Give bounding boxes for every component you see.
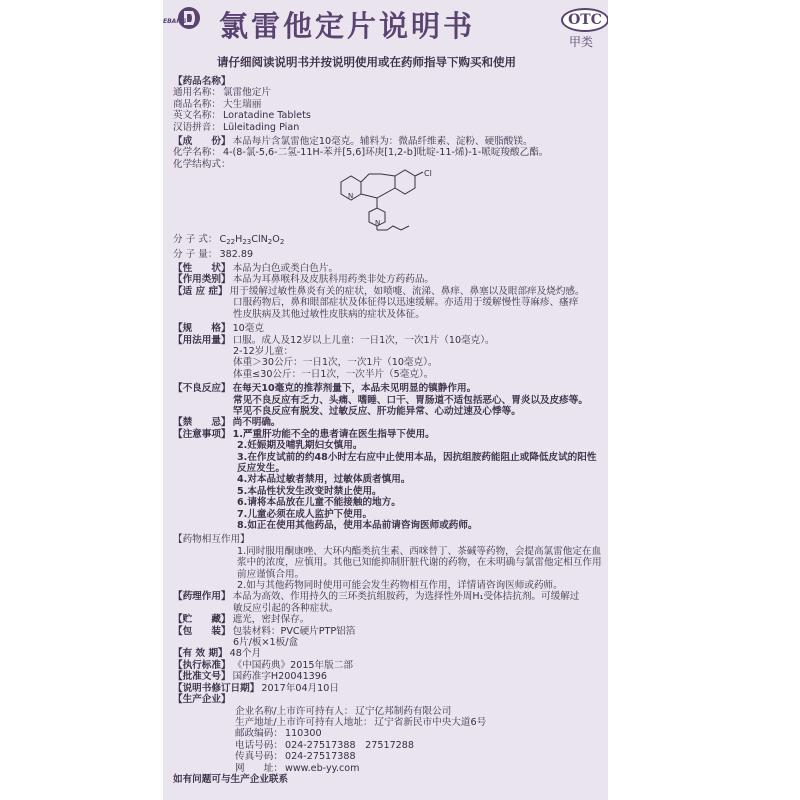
revision-row [173, 683, 603, 694]
chlorine-label: Cl [424, 169, 432, 179]
adverse-row-3 [173, 406, 603, 417]
molecular-weight: 382.89 [219, 248, 254, 260]
web-row [173, 763, 603, 774]
dosage-row [173, 335, 603, 346]
approval-text: 国药准字H20041396 [232, 671, 327, 683]
composition-row [173, 136, 603, 147]
field-label: 网 址： [235, 762, 283, 774]
manufacturer-name-row [173, 706, 603, 717]
properties-text: 本品为白色或类白色片。 [232, 263, 339, 275]
contraindication-row [173, 417, 603, 428]
spec-text: 10毫克 [232, 323, 264, 335]
section-label: 【规 格】 [173, 323, 231, 335]
pharmacology-line: 敏反应引起的各种症状。 [233, 602, 339, 614]
field-label: 邮政编码： [235, 728, 283, 740]
zip-row [173, 728, 603, 739]
molecular-formula: $C_{22}H_{23}ClN_2O_2$ [219, 234, 285, 247]
precaution-item: 3.在作皮试前的约48小时左右应中止使用本品，因抗组胺药能阻止或降低皮试的阳性反应发生。 [237, 451, 597, 474]
package-line: 6片/板×1板/盒 [233, 637, 299, 649]
adverse-row-2 [173, 395, 603, 406]
manufacturer-name: 辽宁亿邦制药有限公司 [355, 705, 452, 717]
field-label: 电话号码： [235, 739, 283, 751]
dosage-line: 口服。成人及12岁以上儿童：一日1次，一次1片（10毫克）。 [232, 334, 495, 346]
zip-code: 110300 [284, 728, 322, 740]
trade-name-row [173, 99, 603, 110]
revision-date: 2017年04月10日 [261, 682, 339, 694]
package-row-2 [173, 637, 603, 648]
chem-name: 4-(8-氯-5,6-二氢-11H-苯并[5,6]环庚[1,2-b]吡啶-11-烯)-1-哌啶羧酸乙酯。 [222, 147, 549, 159]
english-name-row [173, 110, 603, 121]
dosage-row-4 [173, 369, 603, 380]
interactions-header [173, 534, 603, 545]
field-label: 商品名称： [173, 98, 221, 110]
logo-text: EBANG [163, 18, 187, 25]
section-label: 【适 应 症】 [173, 285, 228, 297]
field-label: 汉语拼音： [173, 121, 221, 133]
adverse-row [173, 383, 603, 394]
dosage-line: 2-12岁儿童： [233, 345, 294, 357]
adverse-line: 罕见不良反应有脱发、过敏反应、肝功能异常、心动过速及心悸等。 [233, 405, 521, 417]
section-label: 【生产企业】 [173, 694, 231, 706]
otc-class-label: 甲类 [569, 35, 594, 49]
section-label: 【用法用量】 [173, 334, 231, 346]
field-label: 生产地址/上市许可持有人地址： [235, 716, 373, 728]
document-title: 氯雷他定片说明书 [219, 9, 476, 43]
trade-name: 大生瑞丽 [222, 98, 262, 110]
precaution-item: 7.儿童必须在成人监护下使用。 [237, 508, 373, 520]
precautions-header [173, 429, 603, 440]
adverse-line: 在每天10毫克的推荐剂量下，本品未见明显的镇静作用。 [232, 383, 477, 395]
standard-text: 《中国药典》2015年版二部 [232, 659, 353, 671]
field-label: 化学名称： [173, 147, 221, 159]
section-drug-name-header [173, 76, 603, 87]
section-label: 【禁 忌】 [173, 417, 231, 429]
section-label: 【执行标准】 [173, 659, 231, 671]
section-label: 【有 效 期】 [173, 648, 228, 660]
manufacturer-addr-row [173, 717, 603, 728]
interaction-item: 2.如与其他药物同时使用可能会发生药物相互作用，详情请咨询医师或药师。 [237, 580, 563, 592]
validity-text: 48个月 [229, 648, 262, 660]
manufacturer-header [173, 694, 603, 705]
indication-line: 口服药物后，鼻和眼部症状及体征得以迅速缓解。亦适用于缓解慢性荨麻疹、瘙痒 [233, 297, 579, 309]
usage-warning: 请仔细阅读说明书并按说明使用或在药师指导下购买和使用 [217, 55, 516, 69]
field-label: 传真号码： [235, 751, 283, 763]
dosage-row-2 [173, 346, 603, 357]
approval-row [173, 671, 603, 682]
section-label: 【不良反应】 [173, 383, 231, 395]
section-label: 【注意事项】 [173, 428, 231, 440]
otc-badge: OTC [561, 8, 608, 32]
spec-row [173, 323, 603, 334]
indication-row-3 [173, 309, 603, 320]
indication-line: 用于缓解过敏性鼻炎有关的症状，如喷嚏、流涕、鼻痒、鼻塞以及眼部痒及烧灼感。 [229, 285, 585, 297]
structure-diagram [333, 168, 453, 234]
section-label: 【药品名称】 [173, 76, 231, 87]
instruction-sheet [163, 0, 608, 800]
content-body [173, 76, 603, 785]
precaution-item: 6.请将本品放在儿童不能接触的地方。 [237, 497, 401, 509]
pharmacology-row-2 [173, 603, 603, 614]
svg-text:N: N [348, 192, 354, 201]
pharmacology-row [173, 591, 603, 602]
category-text: 本品为耳鼻喉科及皮肤科用药类非处方药药品。 [232, 274, 435, 286]
precaution-item: 8.如正在使用其他药品，使用本品前请咨询医师或药师。 [237, 520, 478, 531]
section-label: 【药理作用】 [173, 591, 231, 603]
storage-row [173, 614, 603, 625]
precaution-item: 2.妊娠期及哺乳期妇女慎用。 [237, 440, 363, 452]
pinyin-row [173, 122, 603, 133]
section-label: 【贮 藏】 [173, 614, 231, 626]
precaution-item: 4.对本品过敏者禁用，过敏体质者慎用。 [237, 474, 411, 486]
field-label: 分 子 式： [173, 234, 218, 246]
footer-text: 如有问题可与生产企业联系 [173, 773, 289, 785]
weight-row [173, 249, 603, 260]
package-line: 包装材料：PVC硬片PTP铝箔 [232, 625, 356, 637]
properties-row [173, 263, 603, 274]
field-label: 化学结构式： [173, 158, 231, 170]
footer-note [173, 774, 603, 785]
adverse-line: 常见不良反应有乏力、头痛、嗜睡、口干、胃肠道不适包括恶心、胃炎以及皮疹等。 [233, 394, 588, 406]
indication-row [173, 286, 603, 297]
validity-row [173, 648, 603, 659]
package-row [173, 626, 603, 637]
dosage-row-3 [173, 357, 603, 368]
chem-name-row [173, 147, 603, 158]
generic-name-row [173, 87, 603, 98]
standard-row [173, 660, 603, 671]
fax: 024-27517388 [284, 751, 356, 763]
english-name: Loratadine Tablets [222, 110, 311, 122]
pinyin-name: Lüleitading Pian [222, 121, 300, 133]
chemical-structure [173, 170, 603, 234]
category-row [173, 274, 603, 285]
indication-row-2 [173, 297, 603, 308]
dosage-line: 体重≤30公斤：一日1次，一次半片（5毫克）。 [233, 368, 434, 380]
storage-text: 遮光，密封保存。 [232, 614, 310, 626]
composition-text: 本品每片含氯雷他定10毫克。辅料为：微晶纤维素、淀粉、硬脂酸镁。 [232, 136, 533, 148]
field-label: 分 子 量： [173, 248, 218, 260]
precaution-item: 1.严重肝功能不全的患者请在医生指导下使用。 [232, 428, 435, 440]
indication-line: 性皮肤病及其他过敏性皮肤病的症状及体征。 [233, 308, 425, 320]
section-label: 【包 装】 [173, 625, 231, 637]
section-label: 【说明书修订日期】 [173, 682, 260, 694]
website: www.eb-yy.com [284, 762, 360, 774]
svg-text:N: N [375, 219, 381, 228]
generic-name: 氯雷他定片 [222, 87, 271, 99]
formula-row [173, 234, 603, 248]
section-label: 【性 状】 [173, 263, 231, 275]
dosage-line: 体重＞30公斤：一日1次，一次1片（10毫克）。 [233, 357, 438, 369]
fax-row [173, 751, 603, 762]
field-label: 英文名称： [173, 110, 221, 122]
field-label: 通用名称： [173, 87, 221, 99]
section-label: 【批准文号】 [173, 671, 231, 683]
telephone: 024-27517388 27517288 [284, 739, 414, 751]
interaction-item: 1.同时服用酮康唑、大环内酯类抗生素、西咪替丁、茶碱等药物，会提高氯雷他定在血浆中的浓度，应慎用。其他已知能抑制肝脏代谢的药物，在未明确与氯雷他定相互作用前应谨慎合用。 [237, 545, 602, 580]
precaution-item: 5.本品性状发生改变时禁止使用。 [237, 485, 382, 497]
manufacturer-address: 辽宁省新民市中央大道6号 [374, 716, 487, 728]
pharmacology-line: 本品为高效、作用持久的三环类抗组胺药，为选择性外周H₁受体拮抗剂。可缓解过 [232, 591, 580, 603]
section-label: 【药物相互作用】 [173, 534, 250, 546]
section-label: 【成 份】 [173, 136, 231, 148]
section-label: 【作用类别】 [173, 274, 231, 286]
tel-row [173, 740, 603, 751]
contraindication-text: 尚不明确。 [232, 417, 281, 429]
field-label: 企业名称/上市许可持有人： [235, 705, 354, 717]
